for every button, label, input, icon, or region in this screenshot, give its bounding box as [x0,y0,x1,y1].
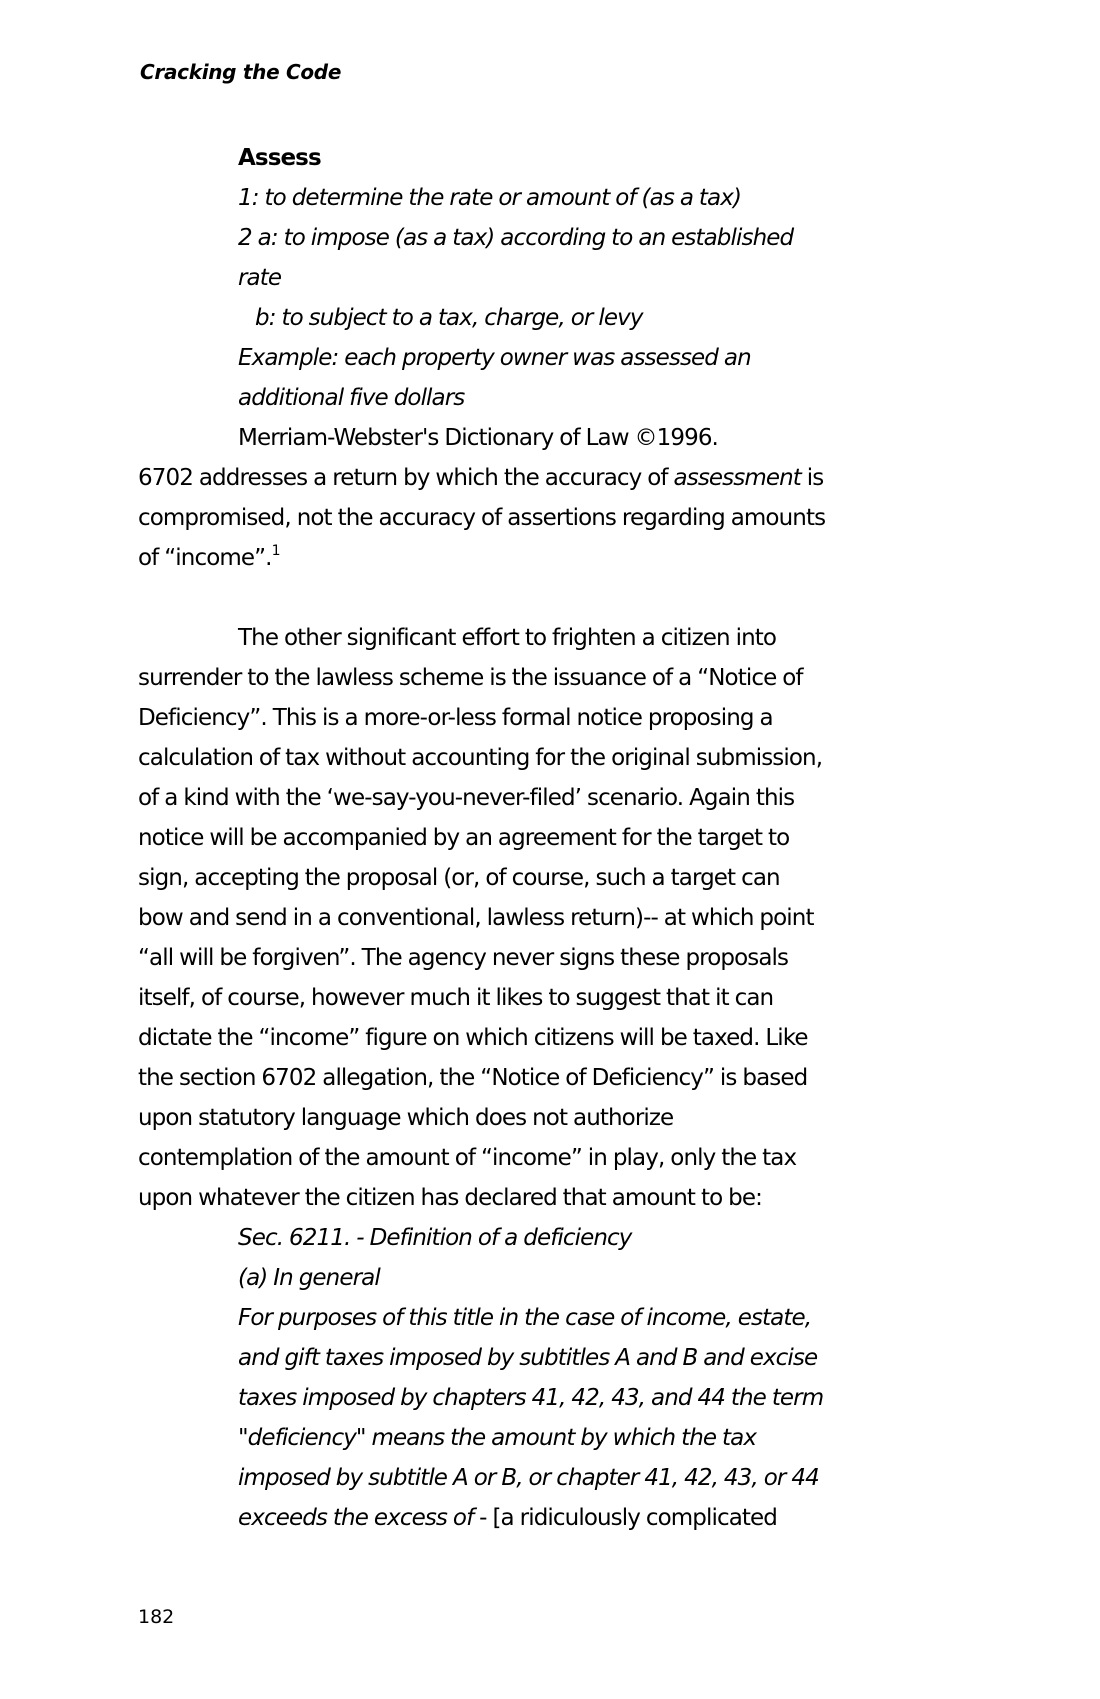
emphasis-assessment: assessment [673,465,801,491]
statute-line: taxes imposed by chapters 41, 42, 43, and 44 the term [238,1385,824,1411]
statute-subheading: (a) In general [238,1265,380,1291]
paragraph-line [138,458,938,498]
definition-example: Example: each property owner was assessed an [238,345,751,371]
statute-line [138,1498,938,1538]
text-span: is [800,465,824,491]
author-comment: - [a ridiculously complicated [473,1505,777,1531]
statute-quote-block [138,1218,938,1538]
definition-example: additional five dollars [238,385,465,411]
statute-line: "deficiency" means the amount by which the tax [238,1425,757,1451]
paragraph-line: itself, of course, however much it likes to suggest that it can [138,985,774,1011]
paragraph-line: Deficiency”. This is a more-or-less formal notice proposing a [138,705,773,731]
paragraph-line: upon statutory language which does not authorize [138,1105,674,1131]
paragraph-line: sign, accepting the proposal (or, of course, such a target can [138,865,780,891]
definition-line: b: to subject to a tax, charge, or levy [255,305,643,331]
paragraph-line: The other significant effort to frighten a citizen into [238,625,777,651]
paragraph-line: “all will be forgiven”. The agency never signs these proposals [138,945,789,971]
paragraph-spacer [138,578,938,618]
paragraph-line: surrender to the lawless scheme is the issuance of a “Notice of [138,665,803,691]
paragraph-line [138,538,938,578]
footnote-reference[interactable]: 1 [271,543,280,559]
paragraph-line: notice will be accompanied by an agreement for the target to [138,825,790,851]
paragraph-6702 [138,458,938,578]
text-span: of “income”. [138,545,272,571]
statute-heading: Sec. 6211. - Definition of a deficiency [238,1225,632,1251]
statute-line: For purposes of this title in the case of income, estate, [238,1305,812,1331]
paragraph-line: bow and send in a conventional, lawless return)-- at which point [138,905,814,931]
statute-line: imposed by subtitle A or B, or chapter 41, 42, 43, or 44 [238,1465,819,1491]
paragraph-line: dictate the “income” figure on which citizens will be taxed. Like [138,1025,808,1051]
paragraph-line: the section 6702 allegation, the “Notice of Deficiency” is based [138,1065,808,1091]
page-number: 182 [138,1606,175,1628]
statute-line: and gift taxes imposed by subtitles A and B and excise [238,1345,818,1371]
definition-source: Merriam-Webster's Dictionary of Law ©1996. [238,425,718,451]
definition-line: 2 a: to impose (as a tax) according to an established [238,225,794,251]
paragraph-notice-of-deficiency [138,618,938,1218]
statute-emphasis: exceeds the excess of [238,1505,474,1531]
definition-block [138,138,938,458]
paragraph-line: upon whatever the citizen has declared that amount to be: [138,1185,762,1211]
running-head: Cracking the Code [140,60,342,84]
definition-line: 1: to determine the rate or amount of (as a tax) [238,185,742,211]
text-span: 6702 addresses a return by which the accuracy of [138,465,674,491]
definition-term: Assess [238,145,321,171]
paragraph-line: contemplation of the amount of “income” in play, only the tax [138,1145,797,1171]
page-body [138,138,938,1538]
paragraph-line: compromised, not the accuracy of assertions regarding amounts [138,505,826,531]
definition-line: rate [238,265,282,291]
paragraph-line: of a kind with the ‘we-say-you-never-filed’ scenario. Again this [138,785,795,811]
paragraph-line: calculation of tax without accounting for the original submission, [138,745,823,771]
